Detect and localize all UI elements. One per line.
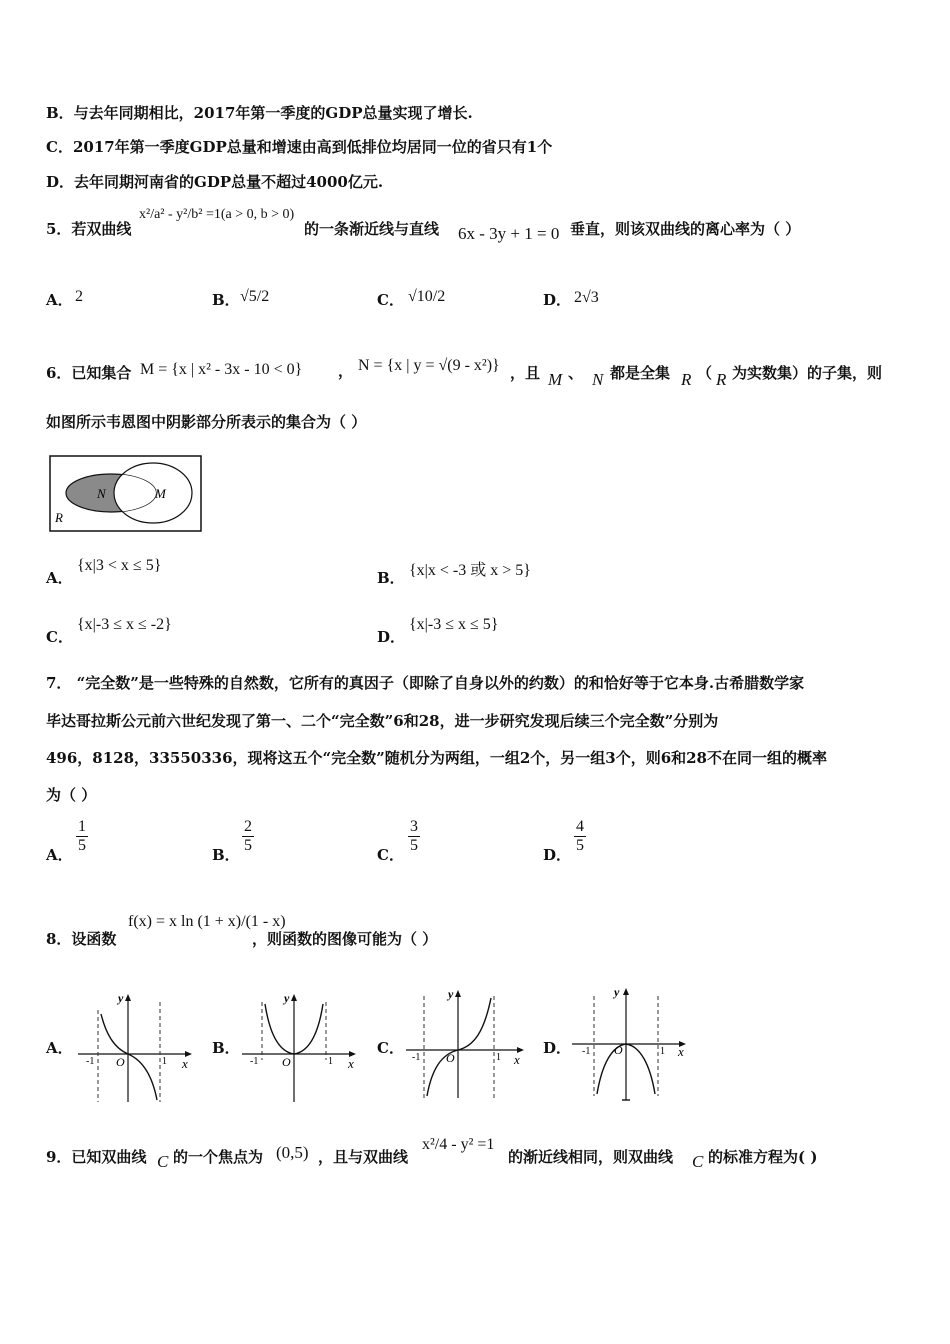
q4-option-b: B．与去年同期相比，2017年第一季度的GDP总量实现了增长. (46, 104, 473, 122)
q5-option-a-label: A． (46, 291, 73, 309)
q6-prefix: 6．已知集合 (46, 364, 132, 382)
q7-line4: 为（ ） (46, 786, 97, 804)
q9-point: (0,5) (276, 1143, 309, 1162)
q7-line1: 7． “完全数”是一些特殊的自然数，它所有的真因子（即除了自身以外的约数）的和恰好等于它本身.古希腊数学家 (46, 674, 805, 692)
q6-option-a-value: {x|3 < x ≤ 5} (77, 557, 162, 574)
svg-text:y: y (614, 985, 620, 999)
q8-graph-b (238, 990, 360, 1106)
q5-option-c-label: C． (377, 291, 404, 309)
q6-option-a-label: A． (46, 569, 73, 587)
q7-option-c-label: C． (377, 846, 404, 864)
venn-label-r: R (55, 510, 63, 525)
q6-option-b-value: {x|x < -3 或 x > 5} (409, 562, 531, 579)
q5-hyperbola: x²/a² - y²/b² =1(a > 0, b > 0) (139, 207, 295, 222)
q9-hyperbola: x²/4 - y² =1 (422, 1136, 495, 1153)
q9-text2: ，且与双曲线 (318, 1148, 409, 1166)
q7-option-d-label: D． (543, 846, 572, 864)
svg-text:O: O (446, 1051, 455, 1065)
svg-text:O: O (282, 1055, 291, 1069)
q7-option-b-fraction: $\frac{2}{5}$ (244, 818, 252, 854)
q8-option-a-label: A． (46, 1039, 73, 1057)
q8-suffix: ，则函数的图像可能为（ ） (252, 930, 438, 948)
q7-line3: 496，8128，33550336，现将这五个“完全数”随机分为两组，一组2个，另一组3个，则6和28不在同一组的概率 (46, 749, 828, 767)
q6-option-d-value: {x|-3 ≤ x ≤ 5} (409, 616, 499, 633)
q4-option-d: D．去年同期河南省的GDP总量不超过4000亿元. (46, 173, 384, 191)
svg-text:-1: -1 (412, 1052, 421, 1063)
q7-option-d-fraction: $\frac{4}{5}$ (576, 818, 584, 854)
q8-option-b-label: B． (212, 1039, 240, 1057)
svg-text:y: y (284, 991, 290, 1005)
svg-text:-1: -1 (582, 1046, 591, 1057)
q6-text2: 都是全集 (610, 364, 671, 382)
q8-graph-d (570, 984, 694, 1106)
q9-c-2: C (692, 1152, 704, 1171)
q6-text3: 为实数集）的子集，则 (732, 364, 883, 382)
q6-option-b-label: B． (377, 569, 405, 587)
q5-option-d-value: 2√3 (574, 289, 599, 306)
q5-line: 6x - 3y + 1 = 0 (458, 224, 560, 243)
q6-line2: 如图所示韦恩图中阴影部分所表示的集合为（ ） (46, 413, 367, 431)
svg-text:O: O (614, 1043, 623, 1057)
q5-suffix: 垂直，则该双曲线的离心率为（ ） (570, 220, 801, 238)
q4-option-c: C．2017年第一季度GDP总量和增速由高到低排位均居同一位的省只有1个 (46, 138, 553, 156)
q9-prefix: 9．已知双曲线 (46, 1148, 147, 1166)
q6-option-c-label: C． (46, 628, 73, 646)
q6-set-m: M = {x | x² - 3x - 10 < 0} (140, 361, 303, 378)
venn-label-m: M (155, 486, 166, 501)
svg-text:-1: -1 (86, 1056, 95, 1067)
q6-set-n: N = {x | y = √(9 - x²)} (358, 357, 500, 374)
q7-option-b-label: B． (212, 846, 240, 864)
svg-text:1: 1 (496, 1052, 501, 1063)
q5-middle: 的一条渐近线与直线 (304, 220, 440, 238)
q8-option-c-label: C． (377, 1039, 404, 1057)
q6-option-d-label: D． (377, 628, 406, 646)
q7-option-c-fraction: $\frac{3}{5}$ (410, 818, 418, 854)
q6-text1: ，且 (510, 364, 541, 382)
svg-text:O: O (116, 1055, 125, 1069)
q9-text4: 的标准方程为( ) (708, 1148, 818, 1166)
q7-option-a-label: A． (46, 846, 73, 864)
svg-text:1: 1 (328, 1056, 333, 1067)
svg-text:x: x (182, 1056, 188, 1071)
svg-text:x: x (678, 1044, 684, 1059)
q8-graph-a (74, 990, 196, 1106)
q9-text3: 的渐近线相同，则双曲线 (508, 1148, 674, 1166)
q5-option-b-label: B． (212, 291, 240, 309)
venn-label-n: N (97, 486, 106, 501)
q9-c-1: C (157, 1152, 169, 1171)
q5-option-d-label: D． (543, 291, 572, 309)
q7-option-a-fraction: $\frac{1}{5}$ (78, 818, 86, 854)
q8-graph-c (404, 986, 528, 1102)
svg-text:y: y (448, 987, 454, 1001)
q5-option-a-value: 2 (75, 288, 83, 305)
q9-text1: 的一个焦点为 (173, 1148, 264, 1166)
venn-diagram (49, 455, 203, 533)
q5-prefix: 5．若双曲线 (46, 220, 132, 238)
q5-option-c-value: √10/2 (408, 288, 446, 305)
svg-text:y: y (118, 991, 124, 1005)
svg-text:1: 1 (162, 1056, 167, 1067)
q5-option-b-value: √5/2 (240, 288, 270, 305)
q8-option-d-label: D． (543, 1039, 572, 1057)
q6-option-c-value: {x|-3 ≤ x ≤ -2} (77, 616, 172, 633)
svg-text:x: x (348, 1056, 354, 1071)
svg-text:1: 1 (660, 1046, 665, 1057)
q8-function: f(x) = x ln (1 + x)/(1 - x) (128, 913, 286, 930)
q7-line2: 毕达哥拉斯公元前六世纪发现了第一、二个“完全数”6和28，进一步研究发现后续三个完全数”分别为 (46, 712, 719, 730)
q8-prefix: 8．设函数 (46, 930, 117, 948)
svg-text:-1: -1 (250, 1056, 259, 1067)
svg-text:x: x (514, 1052, 520, 1067)
